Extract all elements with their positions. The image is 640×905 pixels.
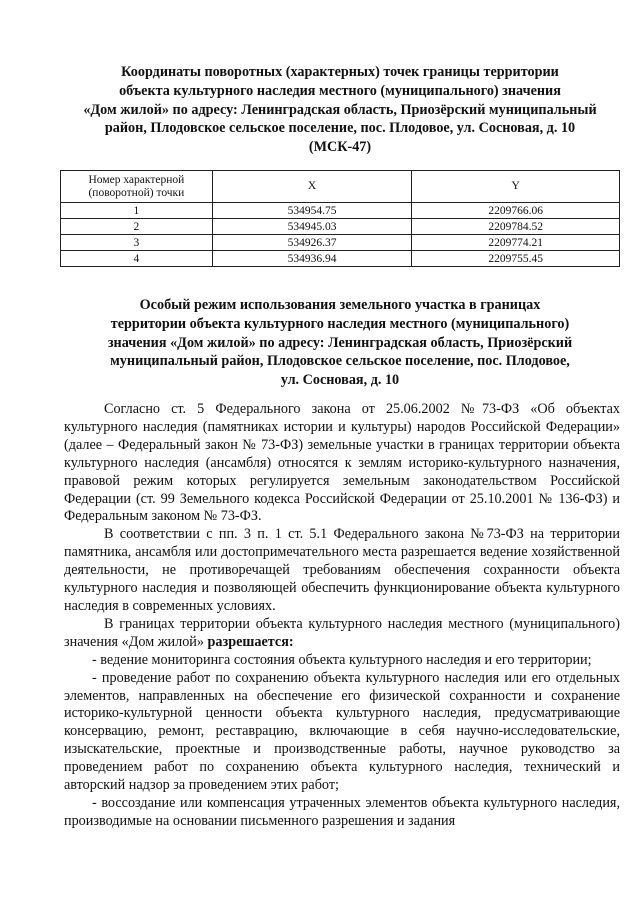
paragraph-law-reference: Согласно ст. 5 Федерального закона от 25.06.2002 №73-ФЗ «Об объектах культурного наследия (памятниках истории и культуры) народов Российской Федерации» (далее – Федеральный закон № 73-ФЗ) земельные участки в границах территории объекта культурного наследия (ансамбля) относятся к землям историко-культурного назначения, правовой режим которых регулируется земельным законодательством Российской Федерации (ст. 99 Земельного кодекса Российской Федерации от 25.10.2001 № 136-ФЗ) и Федеральным законом № 73-ФЗ. — [64, 401, 620, 525]
table-row — [61, 203, 620, 219]
heading-line: ул. Сосновая, д. 10 — [280, 372, 400, 389]
heading-line: «Дом жилой» по адресу: Ленинградская область, Приозёрский муниципальный — [83, 101, 597, 118]
heading-line: территории объекта культурного наследия местного (муниципального) — [110, 315, 570, 332]
list-item: - ведение мониторинга состояния объекта культурного наследия и его территории; — [92, 651, 592, 668]
cell-y: 2209755.45 — [412, 251, 620, 267]
cell-x: 534936.94 — [212, 251, 412, 267]
coordinates-table — [60, 170, 620, 267]
cell-x: 534926.37 — [212, 235, 412, 251]
heading-line: район, Плодовское сельское поселение, пос. Плодовое, ул. Сосновая, д. 10 — [104, 120, 576, 137]
heading-line: объекта культурного наследия местного (муниципального) значения — [119, 82, 561, 99]
header-x: X — [212, 171, 412, 203]
heading-line: Координаты поворотных (характерных) точек границы территории — [121, 64, 559, 80]
allowed-intro-text: В границах территории объекта культурного наследия местного (муниципального) значения «Дом жилой» — [64, 615, 620, 650]
table-header-row — [61, 171, 620, 203]
cell-x: 534954.75 — [212, 203, 412, 219]
cell-x: 534945.03 — [212, 219, 412, 235]
cell-point: 4 — [61, 251, 213, 267]
paragraph-permitted-activity: В соответствии с пп. 3 п. 1 ст. 5.1 Федерального закона №73-ФЗ на территории памятника, ансамбля или достопримечательного места разрешается ведение хозяйственной деятельности, не противоречащей требованиям обеспечения сохранности объекта культурного наследия и позволяющей обеспечить функционирование объекта культурного наследия в современных условиях. — [64, 526, 620, 614]
cell-y: 2209784.52 — [412, 219, 620, 235]
cell-point: 1 — [61, 203, 213, 219]
coordinates-heading — [60, 63, 620, 157]
cell-y: 2209774.21 — [412, 235, 620, 251]
cell-point: 2 — [61, 219, 213, 235]
heading-line: Особый режим использования земельного участка в границах — [139, 297, 541, 313]
list-item: - проведение работ по сохранению объекта культурного наследия или его отдельных элементов, направленных на обеспечение его физической сохранности и сохранение историко-культурной ценности объекта культурного наследия, предусматривающие консервацию, ремонт, реставрацию, включающие в себя научно-исследовательские, изыскательские, проектные и производственные работы, научное руководство за проведением работ по сохранению объекта культурного наследия, технический и авторский надзор за проведением этих работ; — [64, 669, 620, 794]
special-regime-heading — [60, 296, 620, 390]
heading-line: значения «Дом жилой» по адресу: Ленинградская область, Приозёрский — [107, 334, 573, 351]
list-item: - воссоздание или компенсация утраченных элементов объекта культурного наследия, производимые на основании письменного разрешения и задания — [64, 794, 620, 829]
table-row — [61, 219, 620, 235]
heading-line: муниципальный район, Плодовское сельское поселение, пос. Плодовое, — [110, 353, 570, 370]
cell-point: 3 — [61, 235, 213, 251]
table-row — [61, 235, 620, 251]
header-y: Y — [412, 171, 620, 203]
table-row — [61, 251, 620, 267]
allowed-keyword: разрешается: — [207, 633, 294, 650]
cell-y: 2209766.06 — [412, 203, 620, 219]
body-text — [64, 401, 620, 831]
heading-line: (МСК-47) — [308, 139, 372, 156]
header-point-number: Номер характерной (поворотной) точки — [61, 171, 213, 203]
paragraph-allowed-intro — [64, 616, 620, 652]
